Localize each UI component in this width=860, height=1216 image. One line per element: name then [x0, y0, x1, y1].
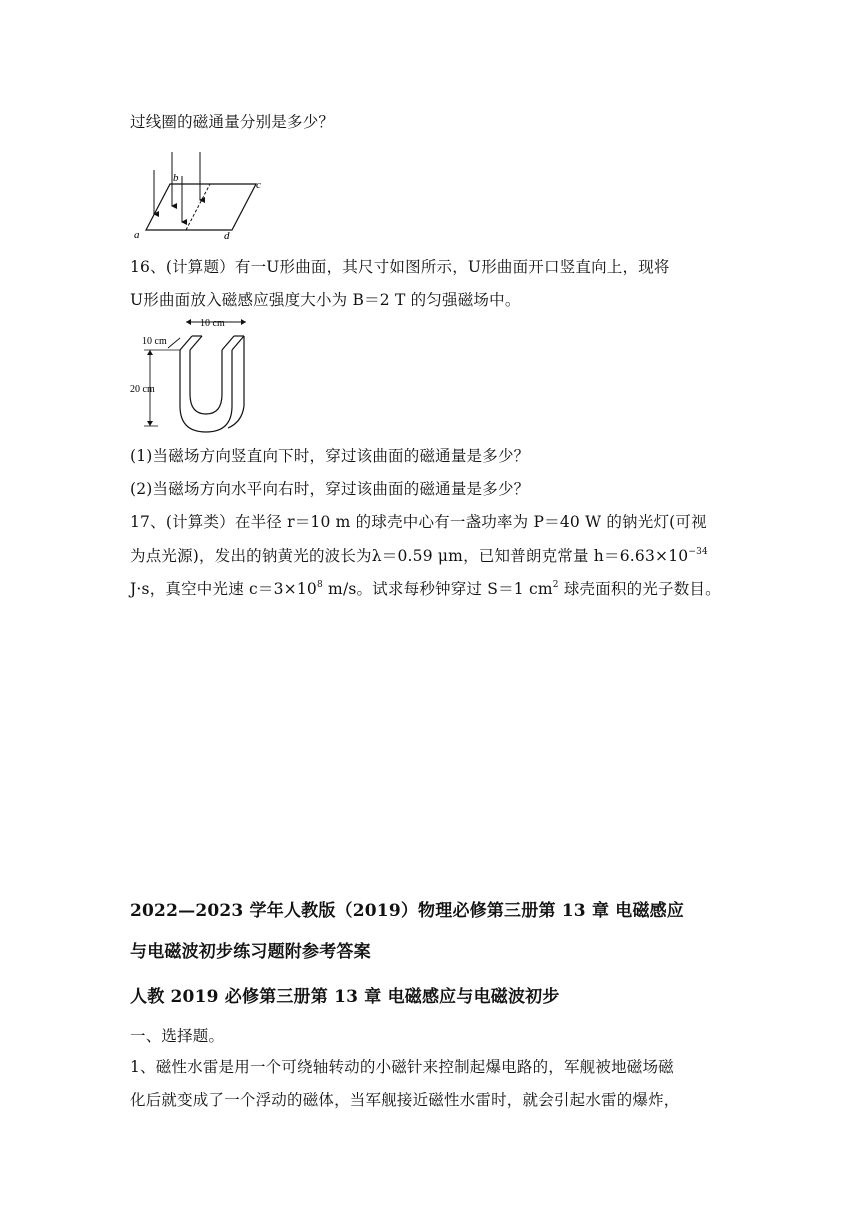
- q17-line3-exp1: 8: [316, 580, 323, 590]
- q17-line2-exp: −34: [688, 547, 708, 557]
- figure-coil-flux: [128, 148, 268, 240]
- label-a: a: [134, 229, 140, 240]
- answer-q1-line1: 1、磁性水雷是用一个可绕轴转动的小磁针来控制起爆电路的，军舰被地磁场磁: [130, 1058, 674, 1076]
- answer-title-line1: 2022—2023 学年人教版（2019）物理必修第三册第 13 章 电磁感应: [130, 901, 685, 921]
- q17-line3: [130, 577, 721, 599]
- q16-sub1: (1)当磁场方向竖直向下时，穿过该曲面的磁通量是多少？: [130, 447, 530, 465]
- q17-line3-a: J·s，真空中光速 c＝3×10: [130, 580, 317, 598]
- dim-left: 10 cm: [142, 336, 167, 347]
- q17-line3-c: 球壳面积的光子数目。: [558, 580, 721, 598]
- answer-q1-line2: 化后就变成了一个浮动的磁体，当军舰接近磁性水雷时，就会引起水雷的爆炸，: [130, 1091, 680, 1109]
- section-heading: 一、选择题。: [130, 1027, 225, 1045]
- q17-line3-exp2: 2: [552, 580, 559, 590]
- label-c: c: [256, 179, 261, 191]
- label-b: b: [173, 172, 179, 184]
- figure-u-surface: [128, 314, 268, 438]
- q17-line2-text: 为点光源)，发出的钠黄光的波长为λ＝0.59 μm，已知普朗克常量 h＝6.63×10: [130, 547, 689, 565]
- q16-line1: 16、(计算题）有一U形曲面，其尺寸如图所示，U形曲面开口竖直向上，现将: [130, 258, 670, 276]
- answer-subtitle: 人教 2019 必修第三册第 13 章 电磁感应与电磁波初步: [130, 987, 560, 1007]
- q17-line1: 17、(计算类）在半径 r＝10 m 的球壳中心有一盏功率为 P＝40 W 的钠光灯(可视: [130, 513, 707, 531]
- q15-tail-text: 过线圈的磁通量分别是多少？: [130, 113, 335, 131]
- q16-line2: U形曲面放入磁感应强度大小为 B＝2 T 的匀强磁场中。: [130, 291, 521, 309]
- q17-line3-b: m/s。试求每秒钟穿过 S＝1 cm: [322, 580, 553, 598]
- dim-height: 20 cm: [130, 384, 155, 395]
- label-d: d: [224, 230, 230, 240]
- dim-top: 10 cm: [200, 318, 225, 329]
- answer-title-line2: 与电磁波初步练习题附参考答案: [130, 942, 371, 962]
- q17-line2: [130, 544, 708, 566]
- q16-sub2: (2)当磁场方向水平向右时，穿过该曲面的磁通量是多少？: [130, 480, 530, 498]
